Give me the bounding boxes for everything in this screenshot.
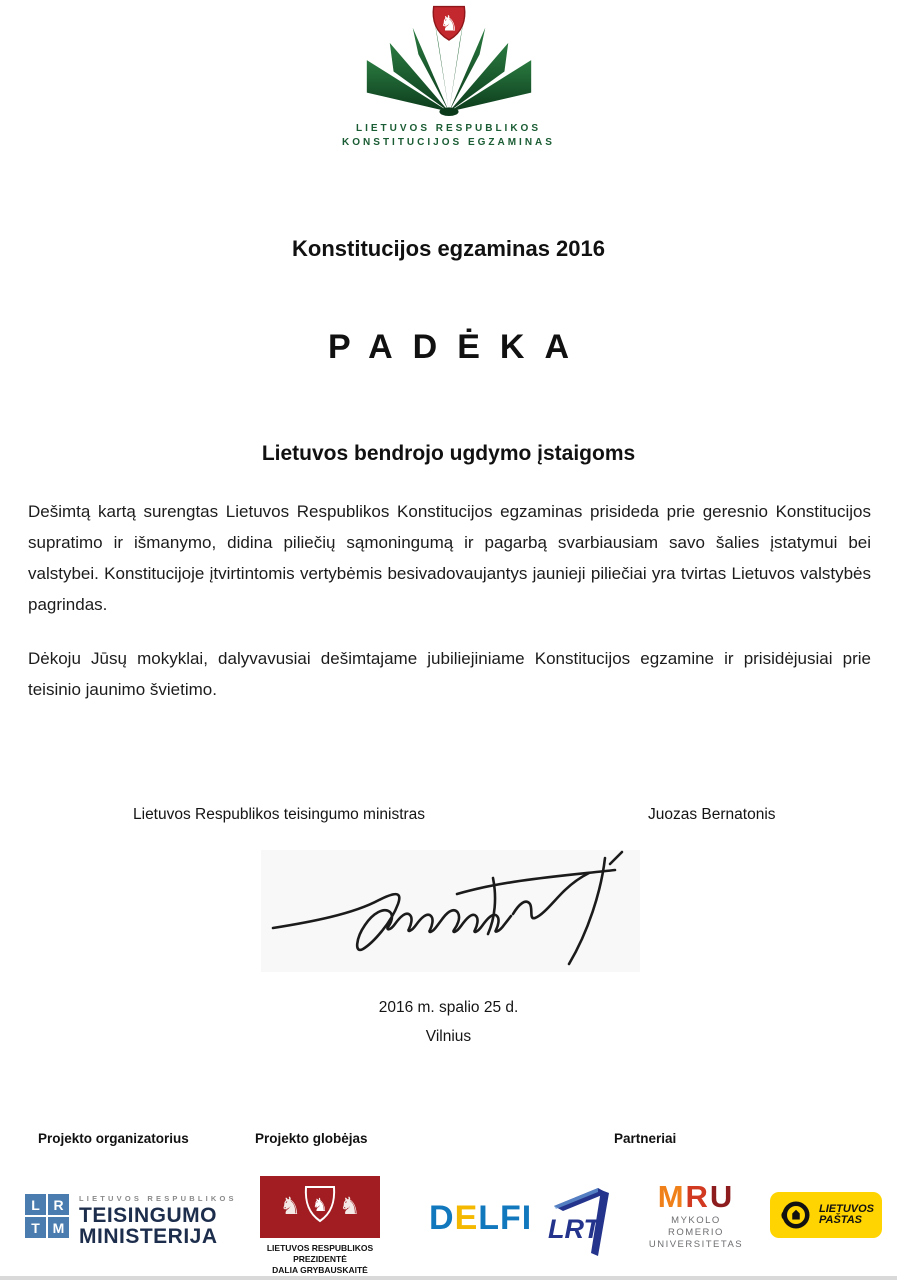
post-wordmark — [819, 1204, 874, 1227]
emblem-caption-line2: KONSTITUCIJOS EGZAMINAS — [342, 137, 555, 148]
lrt-flag-icon — [544, 1182, 616, 1258]
president-shield-icon — [303, 1185, 337, 1229]
president-caption — [240, 1243, 400, 1276]
emblem-caption-line1: LIETUVOS RESPUBLIKOS — [355, 123, 541, 134]
mru-wordmark — [642, 1179, 750, 1214]
lrtm-letter-t: T — [25, 1217, 46, 1238]
date-line: 2016 m. spalio 25 d. — [378, 999, 519, 1016]
lrt-wordmark: LRT — [548, 1214, 600, 1244]
signature-image — [261, 850, 640, 972]
page-bottom-edge — [0, 1276, 897, 1280]
post-wordmark-line1: LIETUVOS — [818, 1202, 874, 1215]
delfi-logo — [429, 1199, 532, 1238]
svg-text:♞: ♞ — [311, 1195, 329, 1216]
recipient-line: Lietuvos bendrojo ugdymo įstaigoms — [261, 442, 636, 465]
president-caption-line1: LIETUVOS RESPUBLIKOS PREZIDENTĖ — [266, 1243, 374, 1264]
post-horn-icon — [778, 1197, 814, 1233]
griffin-supporter-icon: ♞ — [279, 1193, 301, 1220]
label-project-organizer: Projekto organizatorius — [38, 1131, 189, 1146]
delfi-letter-e: E — [454, 1199, 479, 1237]
paragraph-2: Dėkoju Jūsų mokyklai, dalyvavusiai dešimtajame jubiliejiniame Konstitucijos egzamine ir prisidėjusiai prie teisinio jaunimo švietimo. — [28, 649, 871, 699]
body-text — [28, 496, 871, 728]
label-project-patron: Projekto globėjas — [255, 1131, 368, 1146]
president-coat-of-arms-icon — [260, 1176, 380, 1238]
document-title: Konstitucijos egzaminas 2016 — [292, 236, 605, 261]
lietuvos-pastas-logo — [770, 1192, 882, 1238]
mru-letter-m: M — [657, 1179, 686, 1214]
ministry-name-line2: MINISTERIJA — [79, 1225, 218, 1248]
lrtm-letter-l: L — [25, 1194, 46, 1215]
mru-caption-line1: MYKOLO ROMERIO — [668, 1215, 724, 1238]
lrt-logo — [544, 1182, 616, 1263]
vytis-shield-icon — [433, 7, 465, 40]
header-emblem — [0, 4, 897, 150]
ministry-wordmark — [79, 1194, 237, 1247]
delfi-letters-lfi: LFI — [478, 1199, 533, 1237]
ministry-small-caption: LIETUVOS RESPUBLIKOS — [79, 1194, 237, 1203]
mru-letter-r: R — [685, 1179, 710, 1214]
document-heading: PADĖKA — [327, 328, 590, 366]
signer-role: Lietuvos Respublikos teisingumo ministras — [133, 806, 426, 823]
ministry-name-line1: TEISINGUMO — [79, 1204, 218, 1227]
lrtm-letter-r: R — [48, 1194, 69, 1215]
emblem-caption — [0, 122, 897, 150]
lrtm-squares-icon — [25, 1194, 69, 1238]
lrtm-letter-m: M — [48, 1217, 69, 1238]
mru-letter-u: U — [709, 1179, 735, 1214]
paragraph-1: Dešimtą kartą surengtas Lietuvos Respublikos Konstitucijos egzaminas prisideda prie geresnio Konstitucijos supratimo ir išmanymo, didina piliečių sąmoningumą ir pagarbą svarbiausiam savo šalies įstatymui bei valstybei. Konstitucijoje įtvirtintomis vertybėmis besivadovaujantys jaunieji piliečiai yra tvirtas Lietuvos valstybės pagrindas. — [28, 502, 871, 614]
mru-logo — [642, 1179, 750, 1251]
signer-name: Juozas Bernatonis — [648, 806, 776, 823]
svg-text:♞: ♞ — [439, 10, 458, 36]
justice-ministry-logo — [25, 1194, 237, 1247]
post-wordmark-line2: PAŠTAS — [818, 1214, 862, 1226]
handwritten-signature-icon — [261, 850, 640, 972]
mru-caption — [642, 1215, 750, 1251]
place-line: Vilnius — [425, 1028, 472, 1045]
unicorn-supporter-icon: ♞ — [339, 1193, 361, 1220]
delfi-letter-d: D — [429, 1199, 455, 1237]
label-partners: Partneriai — [614, 1131, 677, 1146]
president-logo — [240, 1176, 400, 1276]
open-book-fan-icon — [363, 4, 535, 120]
president-caption-line2: DALIA GRYBAUSKAITĖ — [272, 1265, 368, 1275]
mru-caption-line2: UNIVERSITETAS — [648, 1239, 744, 1250]
